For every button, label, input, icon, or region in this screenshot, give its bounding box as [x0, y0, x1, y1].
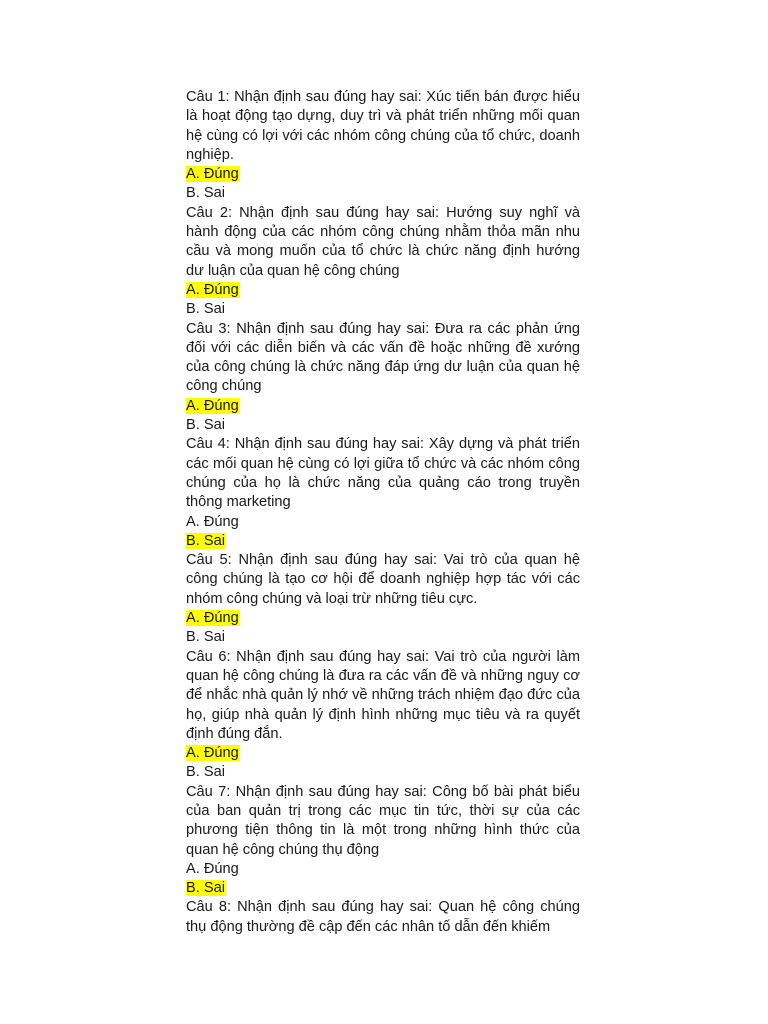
question-text: Câu 7: Nhận định sau đúng hay sai: Công bố bài phát biểu của ban quản trị trong các mục tin tức, thời sự của các phương tiện thông tin là một trong những hình thức của quan hệ công chúng thụ động — [186, 783, 580, 858]
answer-option-a-label: A. Đúng — [186, 281, 239, 298]
answer-option-b-label: B. Sai — [186, 417, 225, 434]
document-page — [186, 88, 580, 937]
answer-option-a — [186, 281, 580, 300]
answer-option-b — [186, 184, 580, 203]
answer-option-a-label: A. Đúng — [186, 166, 239, 183]
answer-option-a-label: A. Đúng — [186, 745, 239, 762]
answer-option-a-label: A. Đúng — [186, 513, 239, 530]
answer-option-a — [186, 609, 580, 628]
answer-option-a — [186, 165, 580, 184]
answer-option-b — [186, 532, 580, 551]
answer-option-a — [186, 860, 580, 879]
answer-option-b-label: B. Sai — [186, 880, 225, 897]
answer-option-b-label: B. Sai — [186, 629, 225, 646]
question-text: Câu 8: Nhận định sau đúng hay sai: Quan hệ công chúng thụ động thường đề cập đến các nhân tố dẫn đến khiếm — [186, 899, 580, 935]
question-text: Câu 6: Nhận định sau đúng hay sai: Vai trò của người làm quan hệ công chúng là đưa ra các vấn đề và những nguy cơ để nhắc nhà quản lý nhớ về những trách nhiệm đạo đức của họ, giúp nhà quản lý định hình những mục tiêu và ra quyết định đúng đắn. — [186, 648, 580, 742]
question-text: Câu 4: Nhận định sau đúng hay sai: Xây dựng và phát triển các mối quan hệ cùng có lợi giữa tổ chức và các nhóm công chúng của họ là chức năng của quảng cáo trong truyền thông marketing — [186, 436, 580, 511]
answer-option-b — [186, 763, 580, 782]
question-text: Câu 2: Nhận định sau đúng hay sai: Hướng suy nghĩ và hành động của các nhóm công chúng nhằm thỏa mãn nhu cầu và mong muốn của tổ chức là chức năng định hướng dư luận của quan hệ công chúng — [186, 204, 580, 279]
answer-option-a-label: A. Đúng — [186, 397, 239, 414]
answer-option-b — [186, 300, 580, 319]
answer-option-a — [186, 513, 580, 532]
answer-option-a-label: A. Đúng — [186, 860, 239, 877]
answer-option-b — [186, 879, 580, 898]
answer-option-b-label: B. Sai — [186, 532, 225, 549]
answer-option-a — [186, 397, 580, 416]
question-text: Câu 3: Nhận định sau đúng hay sai: Đưa ra các phản ứng đối với các diễn biến và các vấn đề hoặc những đề xướng của công chúng là chức năng đáp ứng dư luận của quan hệ công chúng — [186, 320, 580, 395]
answer-option-b-label: B. Sai — [186, 764, 225, 781]
answer-option-b — [186, 416, 580, 435]
answer-option-b-label: B. Sai — [186, 185, 225, 202]
answer-option-b — [186, 628, 580, 647]
question-text: Câu 1: Nhận định sau đúng hay sai: Xúc tiến bán được hiểu là hoạt động tạo dựng, duy trì và phát triển những mối quan hệ cùng có lợi với các nhóm công chúng của tổ chức, doanh nghiệp. — [186, 89, 580, 163]
answer-option-b-label: B. Sai — [186, 301, 225, 318]
answer-option-a-label: A. Đúng — [186, 610, 239, 627]
answer-option-a — [186, 744, 580, 763]
question-text: Câu 5: Nhận định sau đúng hay sai: Vai trò của quan hệ công chúng là tạo cơ hội để doanh nghiệp hợp tác với các nhóm công chúng và loại trừ những tiêu cực. — [186, 552, 580, 607]
